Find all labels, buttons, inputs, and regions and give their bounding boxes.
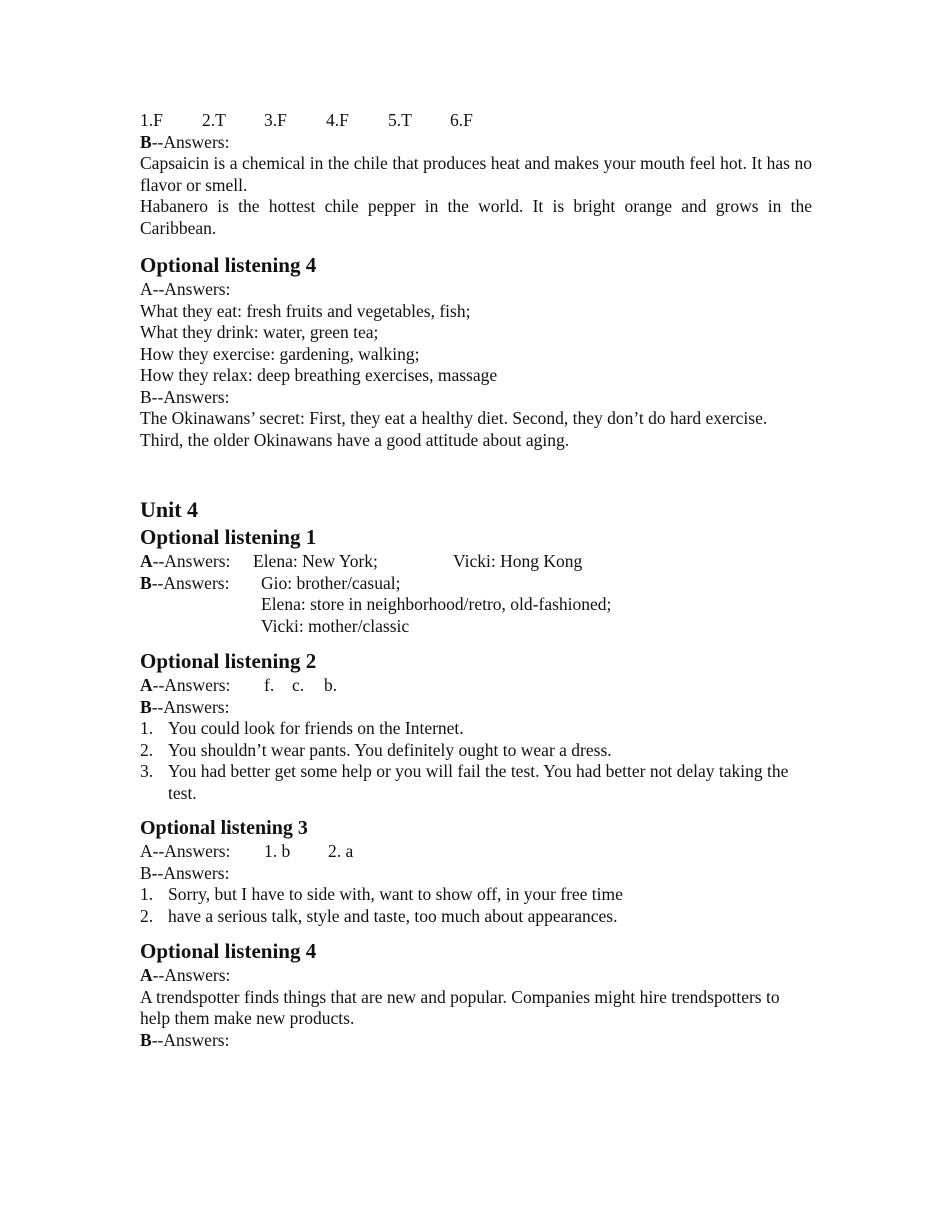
list-item	[140, 718, 812, 740]
ol3-a-row	[140, 841, 812, 863]
list-text: You shouldn’t wear pants. You definitely ought to wear a dress.	[168, 739, 612, 760]
list-number: 3.	[140, 761, 154, 781]
answer-value: b.	[324, 675, 338, 695]
tf-answer: 4.F	[326, 110, 349, 130]
b-answers-label: B--Answers:	[140, 696, 230, 717]
ol2-a-row	[140, 675, 812, 697]
answer-line: Elena: store in neighborhood/retro, old-fashioned;	[261, 594, 612, 614]
section-heading: Optional listening 2	[140, 649, 317, 673]
b-answers-label: B--Answers:	[140, 386, 230, 407]
section-heading: Optional listening 4	[140, 939, 317, 963]
answer-paragraph: Capsaicin is a chemical in the chile that produces heat and makes your mouth feel hot. It has no flavor or smell.	[140, 153, 812, 195]
list-item	[140, 761, 812, 804]
a-answers-label: A--Answers:	[140, 551, 231, 571]
answer-line: How they exercise: gardening, walking;	[140, 343, 420, 364]
answer-value: f.	[264, 675, 275, 695]
answer-vicki: Vicki: Hong Kong	[453, 551, 583, 571]
unit-title: Unit 4	[140, 497, 199, 522]
tf-answer: 2.T	[202, 110, 226, 130]
a-answers-label: A--Answers:	[140, 965, 231, 985]
list-number: 1.	[140, 884, 154, 904]
list-number: 1.	[140, 718, 154, 738]
answer-paragraph: The Okinawans’ secret: First, they eat a healthy diet. Second, they don’t do hard exercise. Third, the older Okinawans have a good attitude about aging.	[140, 408, 768, 450]
list-item	[140, 884, 812, 906]
b-answer-list	[261, 573, 611, 638]
a-answers-label: A--Answers:	[140, 841, 231, 861]
answer-line: Gio: brother/casual;	[261, 572, 401, 593]
tf-answer: 3.F	[264, 110, 287, 130]
b-answers-label: B--Answers:	[140, 862, 230, 883]
list-text: You could look for friends on the Internet.	[168, 718, 464, 738]
document-page	[140, 110, 812, 1051]
list-text: You had better get some help or you will fail the test. You had better not delay taking the test.	[168, 761, 789, 803]
answer-value: 2. a	[328, 841, 354, 861]
section-heading: Optional listening 1	[140, 525, 317, 549]
answer-elena: Elena: New York;	[253, 551, 378, 571]
answer-paragraph: A trendspotter finds things that are new and popular. Companies might hire trendspotters to help them make new products.	[140, 986, 780, 1028]
ol1-b-row	[140, 573, 812, 638]
list-text: Sorry, but I have to side with, want to show off, in your free time	[168, 884, 623, 904]
section-heading: Optional listening 4	[140, 253, 317, 277]
a-answers-label: A--Answers:	[140, 675, 231, 695]
section-heading: Optional listening 3	[140, 817, 308, 839]
list-text: have a serious talk, style and taste, too much about appearances.	[168, 905, 618, 926]
tf-answer: 1.F	[140, 110, 163, 130]
tf-answer: 6.F	[450, 110, 473, 130]
b-answers-label: B--Answers:	[140, 572, 230, 593]
ol1-a-row	[140, 551, 812, 573]
answer-line: What they drink: water, green tea;	[140, 322, 379, 342]
list-item	[140, 906, 812, 928]
list-number: 2.	[140, 739, 154, 760]
answer-value: 1. b	[264, 841, 291, 861]
answer-line: How they relax: deep breathing exercises, massage	[140, 365, 498, 385]
answer-line: What they eat: fresh fruits and vegetables, fish;	[140, 300, 471, 321]
list-item	[140, 740, 812, 762]
b-answers-label: B--Answers:	[140, 131, 230, 152]
b-answers-label: B--Answers:	[140, 1029, 230, 1050]
tf-answer: 5.T	[388, 110, 412, 130]
a-answers-label: A--Answers:	[140, 279, 231, 299]
answer-line: Vicki: mother/classic	[261, 615, 410, 636]
answer-value: c.	[292, 675, 305, 695]
true-false-answers	[140, 110, 812, 132]
answer-paragraph: Habanero is the hottest chile pepper in the world. It is bright orange and grows in the Caribbean.	[140, 196, 812, 238]
list-number: 2.	[140, 905, 154, 926]
